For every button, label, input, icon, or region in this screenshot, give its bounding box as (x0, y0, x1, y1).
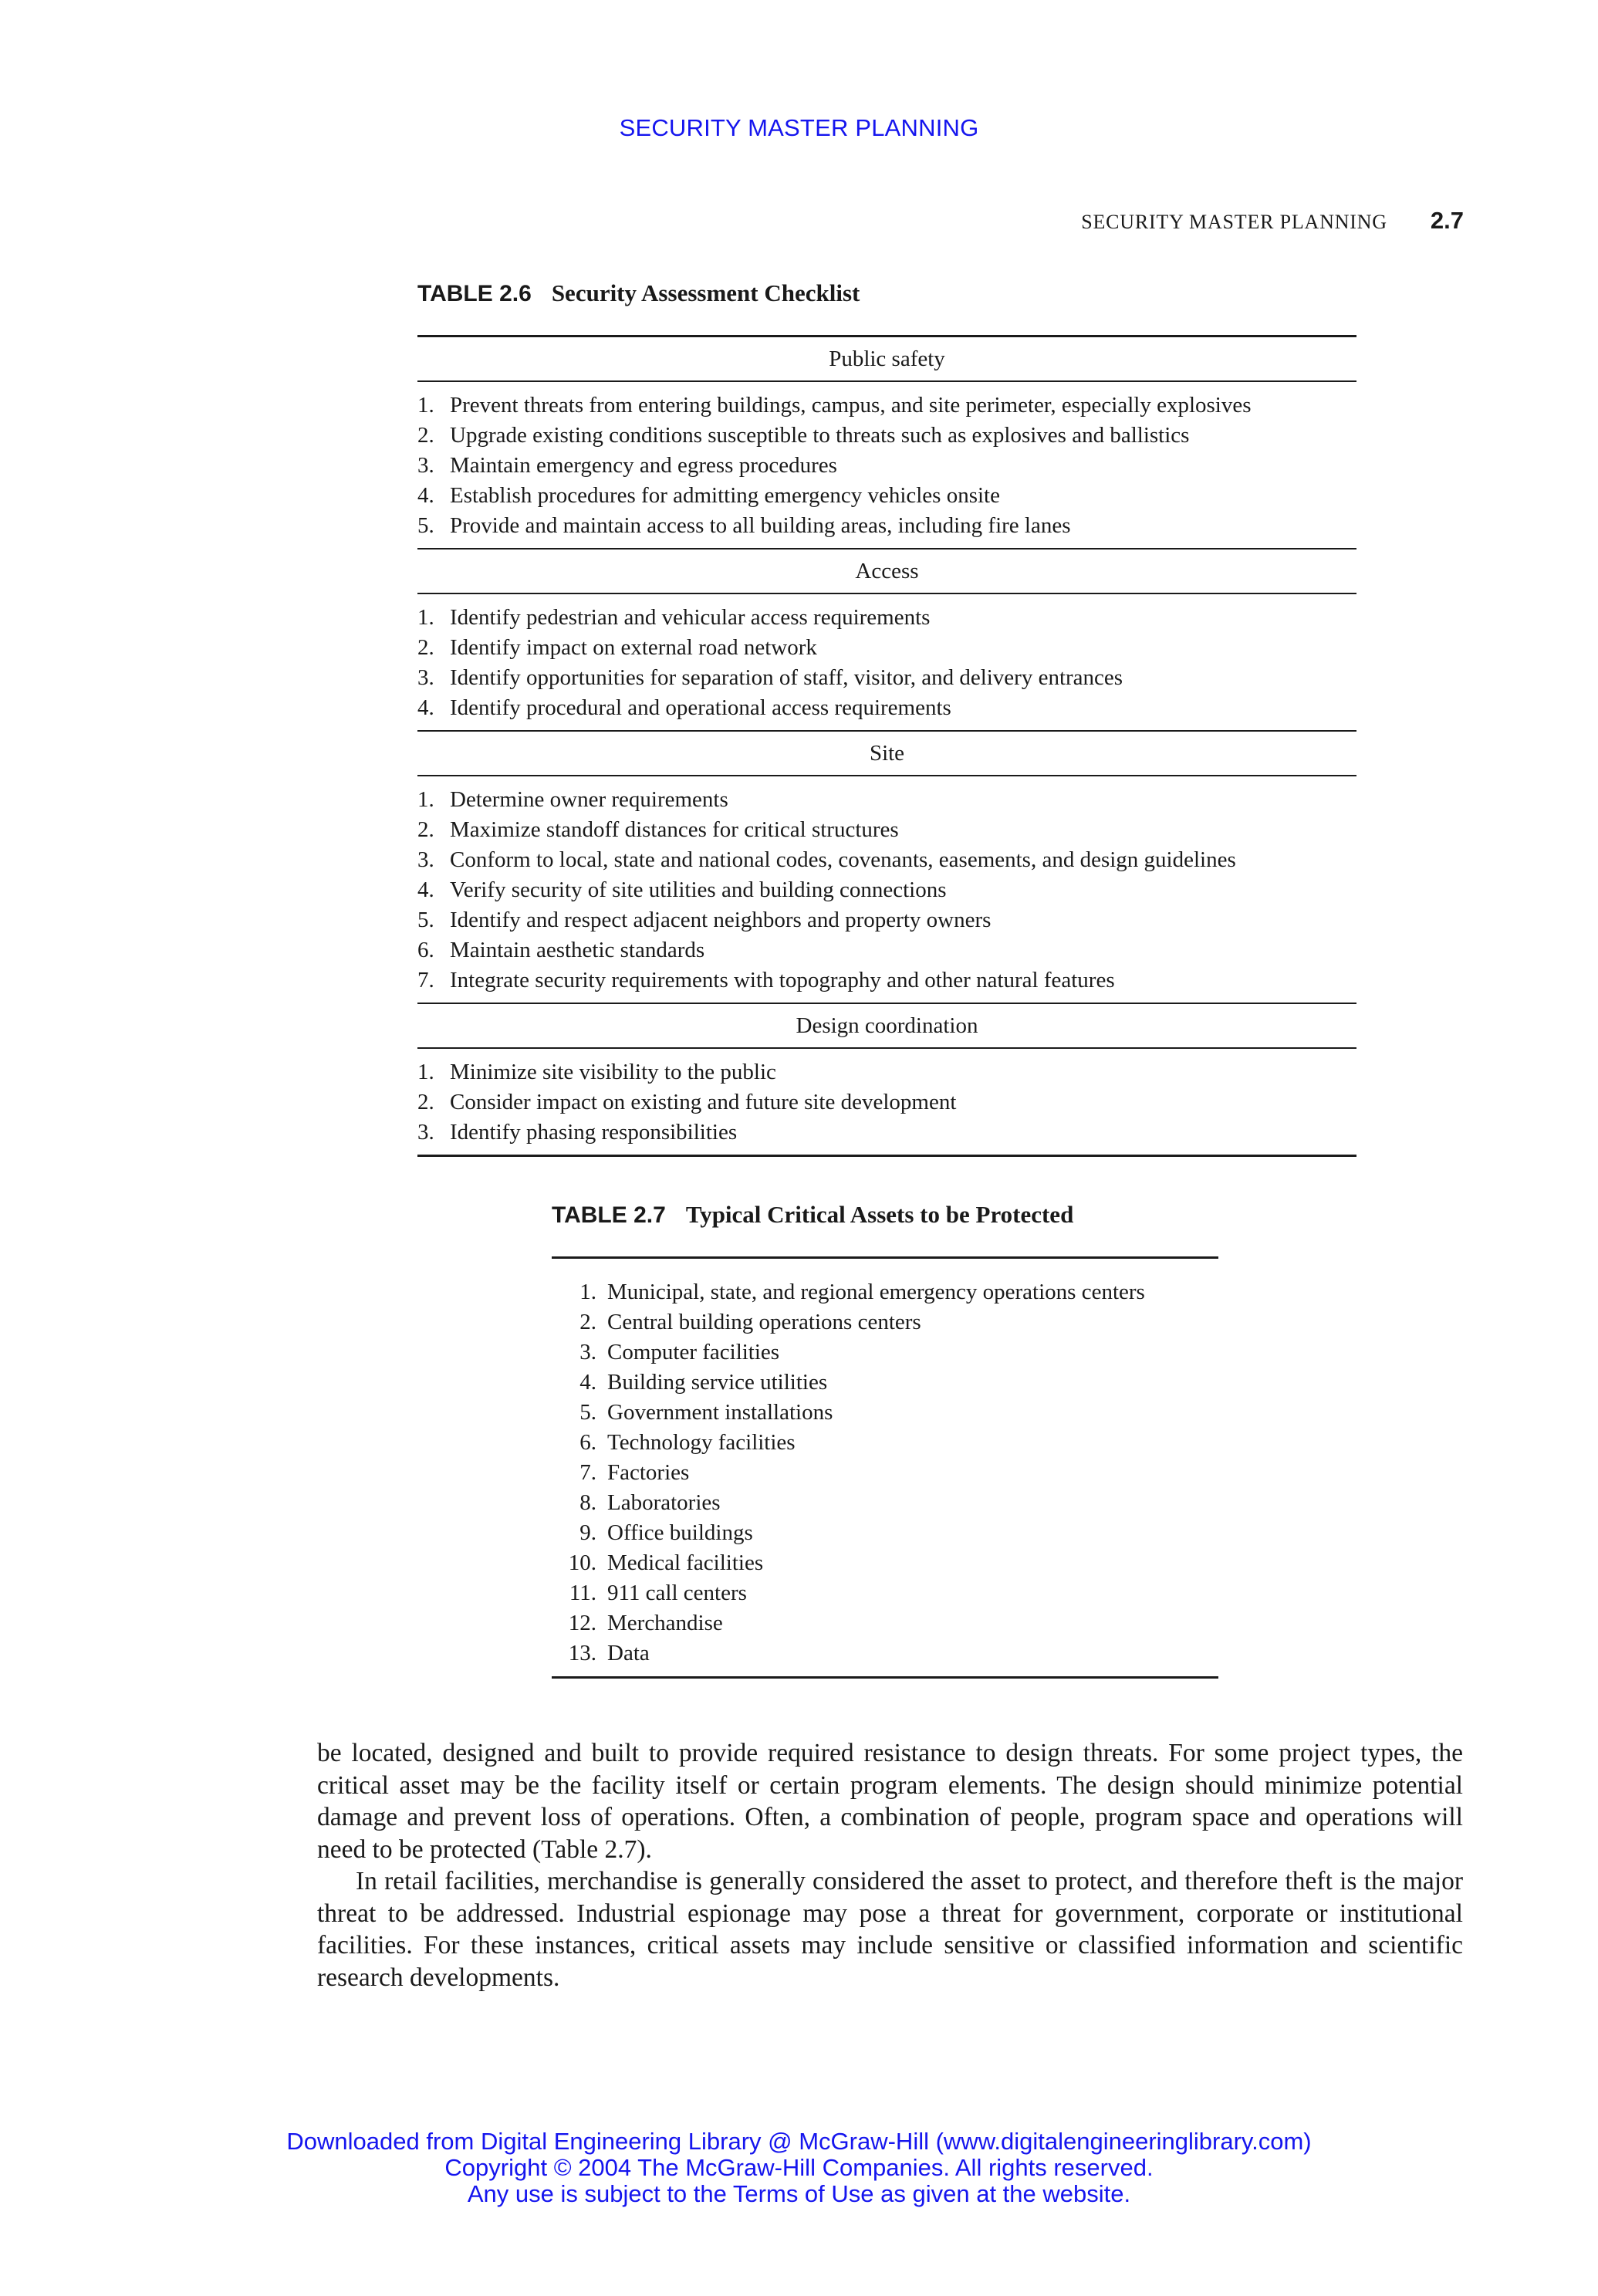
item-text: Minimize site visibility to the public (450, 1060, 776, 1084)
item-number: 1. (417, 393, 434, 418)
item-number: 1. (579, 1280, 596, 1304)
item-number: 3. (417, 1120, 434, 1145)
list-item (417, 935, 1356, 965)
paragraph: In retail facilities, merchandise is generally considered the asset to protect, and therefore theft is the major threat to be addressed. Industrial espionage may pose a threat for government, corporate or institutional facilities. For these instances, critical assets may include sensitive or classified information and scientific research developments. (317, 1867, 1463, 1992)
item-number: 6. (579, 1430, 596, 1455)
item-text: Consider impact on existing and future site development (450, 1090, 957, 1114)
table-2-7 (552, 1201, 1218, 1679)
item-number: 8. (579, 1490, 596, 1515)
item-number: 2. (579, 1310, 596, 1334)
table-body (417, 335, 1356, 1157)
footer-terms[interactable]: Any use is subject to the Terms of Use as given at the website. (467, 2180, 1131, 2207)
list-item (417, 845, 1356, 875)
item-number: 2. (417, 817, 434, 842)
list-item (552, 1548, 1218, 1578)
list-item (552, 1488, 1218, 1518)
footer (0, 2129, 1598, 2207)
item-number: 4. (417, 483, 434, 508)
item-text: Determine owner requirements (450, 787, 728, 812)
list-item (417, 421, 1356, 451)
page-number: 2.7 (1430, 207, 1464, 234)
item-number: 11. (569, 1581, 596, 1605)
item-text: Central building operations centers (607, 1310, 921, 1334)
list-item (552, 1398, 1218, 1428)
list-item (417, 693, 1356, 723)
list-item (552, 1578, 1218, 1608)
item-text: Identify impact on external road network (450, 635, 817, 660)
item-number: 12. (568, 1611, 596, 1635)
item-text: Integrate security requirements with topography and other natural features (450, 968, 1115, 992)
item-text: Municipal, state, and regional emergency operations centers (607, 1280, 1145, 1304)
item-text: Medical facilities (607, 1550, 764, 1575)
table-2-6 (417, 279, 1356, 1157)
list-item (417, 815, 1356, 845)
item-number: 4. (579, 1370, 596, 1395)
list-item (552, 1368, 1218, 1398)
list-item (552, 1428, 1218, 1458)
item-text: Establish procedures for admitting emergency vehicles onsite (450, 483, 1000, 508)
list-item (552, 1458, 1218, 1488)
list-item (552, 1638, 1218, 1669)
item-text: Merchandise (607, 1611, 723, 1635)
item-text: Data (607, 1641, 650, 1665)
item-text: Conform to local, state and national codes, covenants, easements, and design guidelines (450, 847, 1236, 872)
item-number: 3. (579, 1340, 596, 1364)
section-heading: Site (869, 741, 905, 766)
item-text: Identify procedural and operational access requirements (450, 695, 951, 720)
section-heading: Access (855, 559, 919, 583)
item-text: Identify phasing responsibilities (450, 1120, 738, 1145)
item-number: 9. (579, 1520, 596, 1545)
item-text: Office buildings (607, 1520, 753, 1545)
item-number: 6. (417, 938, 434, 962)
list-item (417, 1118, 1356, 1148)
item-text: Upgrade existing conditions susceptible to threats such as explosives and ballistics (450, 423, 1190, 448)
item-text: 911 call centers (607, 1581, 747, 1605)
item-number: 5. (417, 908, 434, 932)
item-text: Identify pedestrian and vehicular access requirements (450, 605, 931, 630)
footer-copyright: Copyright © 2004 The McGraw-Hill Companies. All rights reserved. (444, 2154, 1154, 2181)
list-item (417, 1057, 1356, 1087)
list-item (552, 1337, 1218, 1368)
item-number: 10. (568, 1550, 596, 1575)
item-text: Verify security of site utilities and building connections (450, 877, 947, 902)
table-title: Security Assessment Checklist (551, 279, 860, 306)
checklist (417, 776, 1356, 1003)
item-number: 4. (417, 695, 434, 720)
item-text: Identify and respect adjacent neighbors and property owners (450, 908, 992, 932)
item-text: Computer facilities (607, 1340, 780, 1364)
list-item (417, 1087, 1356, 1118)
section-heading: Public safety (829, 347, 945, 371)
table-label: TABLE 2.7 (552, 1202, 666, 1228)
item-number: 1. (417, 787, 434, 812)
item-text: Prevent threats from entering buildings, campus, and site perimeter, especially explosives (450, 393, 1252, 418)
item-number: 2. (417, 423, 434, 448)
item-text: Building service utilities (607, 1370, 828, 1395)
list-item (417, 511, 1356, 541)
list-item (417, 391, 1356, 421)
item-number: 13. (568, 1641, 596, 1665)
item-text: Government installations (607, 1400, 833, 1425)
checklist (417, 594, 1356, 730)
item-number: 1. (417, 605, 434, 630)
table-title: Typical Critical Assets to be Protected (685, 1201, 1074, 1228)
list-item (417, 481, 1356, 511)
item-number: 3. (417, 847, 434, 872)
item-number: 1. (417, 1060, 434, 1084)
list-item (417, 451, 1356, 481)
footer-download-link[interactable]: Downloaded from Digital Engineering Library @ McGraw-Hill (www.digitalengineeringlibrary.com) (286, 2128, 1312, 2155)
list-item (417, 905, 1356, 935)
list-item (417, 965, 1356, 996)
running-head (1081, 207, 1464, 235)
item-number: 4. (417, 877, 434, 902)
item-number: 3. (417, 453, 434, 478)
item-number: 3. (417, 665, 434, 690)
item-number: 7. (579, 1460, 596, 1485)
item-text: Laboratories (607, 1490, 721, 1515)
header-banner[interactable]: SECURITY MASTER PLANNING (619, 114, 979, 141)
body-text (317, 1737, 1463, 1993)
item-number: 2. (417, 1090, 434, 1114)
table-bottom-rule (552, 1676, 1218, 1679)
table-caption (417, 279, 1356, 307)
asset-list (552, 1259, 1218, 1676)
list-item (417, 663, 1356, 693)
list-item (417, 633, 1356, 663)
list-item (417, 875, 1356, 905)
list-item (552, 1518, 1218, 1548)
list-item (417, 785, 1356, 815)
item-text: Technology facilities (607, 1430, 796, 1455)
paragraph: be located, designed and built to provide required resistance to design threats. For some project types, the critical asset may be the facility itself or certain program elements. The design should minimize potential damage and prevent loss of operations. Often, a combination of people, program space and operations will need to be protected (Table 2.7). (317, 1739, 1463, 1864)
item-text: Maintain emergency and egress procedures (450, 453, 837, 478)
checklist (417, 1049, 1356, 1155)
table-bottom-rule (417, 1155, 1356, 1157)
checklist (417, 382, 1356, 548)
table-label: TABLE 2.6 (417, 281, 532, 306)
list-item (552, 1307, 1218, 1337)
running-head-title: SECURITY MASTER PLANNING (1081, 211, 1387, 233)
table-caption (552, 1201, 1218, 1229)
item-text: Maximize standoff distances for critical structures (450, 817, 899, 842)
item-number: 5. (417, 513, 434, 538)
list-item (417, 603, 1356, 633)
item-text: Maintain aesthetic standards (450, 938, 705, 962)
item-text: Identify opportunities for separation of staff, visitor, and delivery entrances (450, 665, 1123, 690)
item-text: Provide and maintain access to all building areas, including fire lanes (450, 513, 1071, 538)
section-heading: Design coordination (796, 1013, 978, 1038)
list-item (552, 1608, 1218, 1638)
item-number: 7. (417, 968, 434, 992)
item-number: 2. (417, 635, 434, 660)
list-item (552, 1277, 1218, 1307)
item-number: 5. (579, 1400, 596, 1425)
item-text: Factories (607, 1460, 690, 1485)
